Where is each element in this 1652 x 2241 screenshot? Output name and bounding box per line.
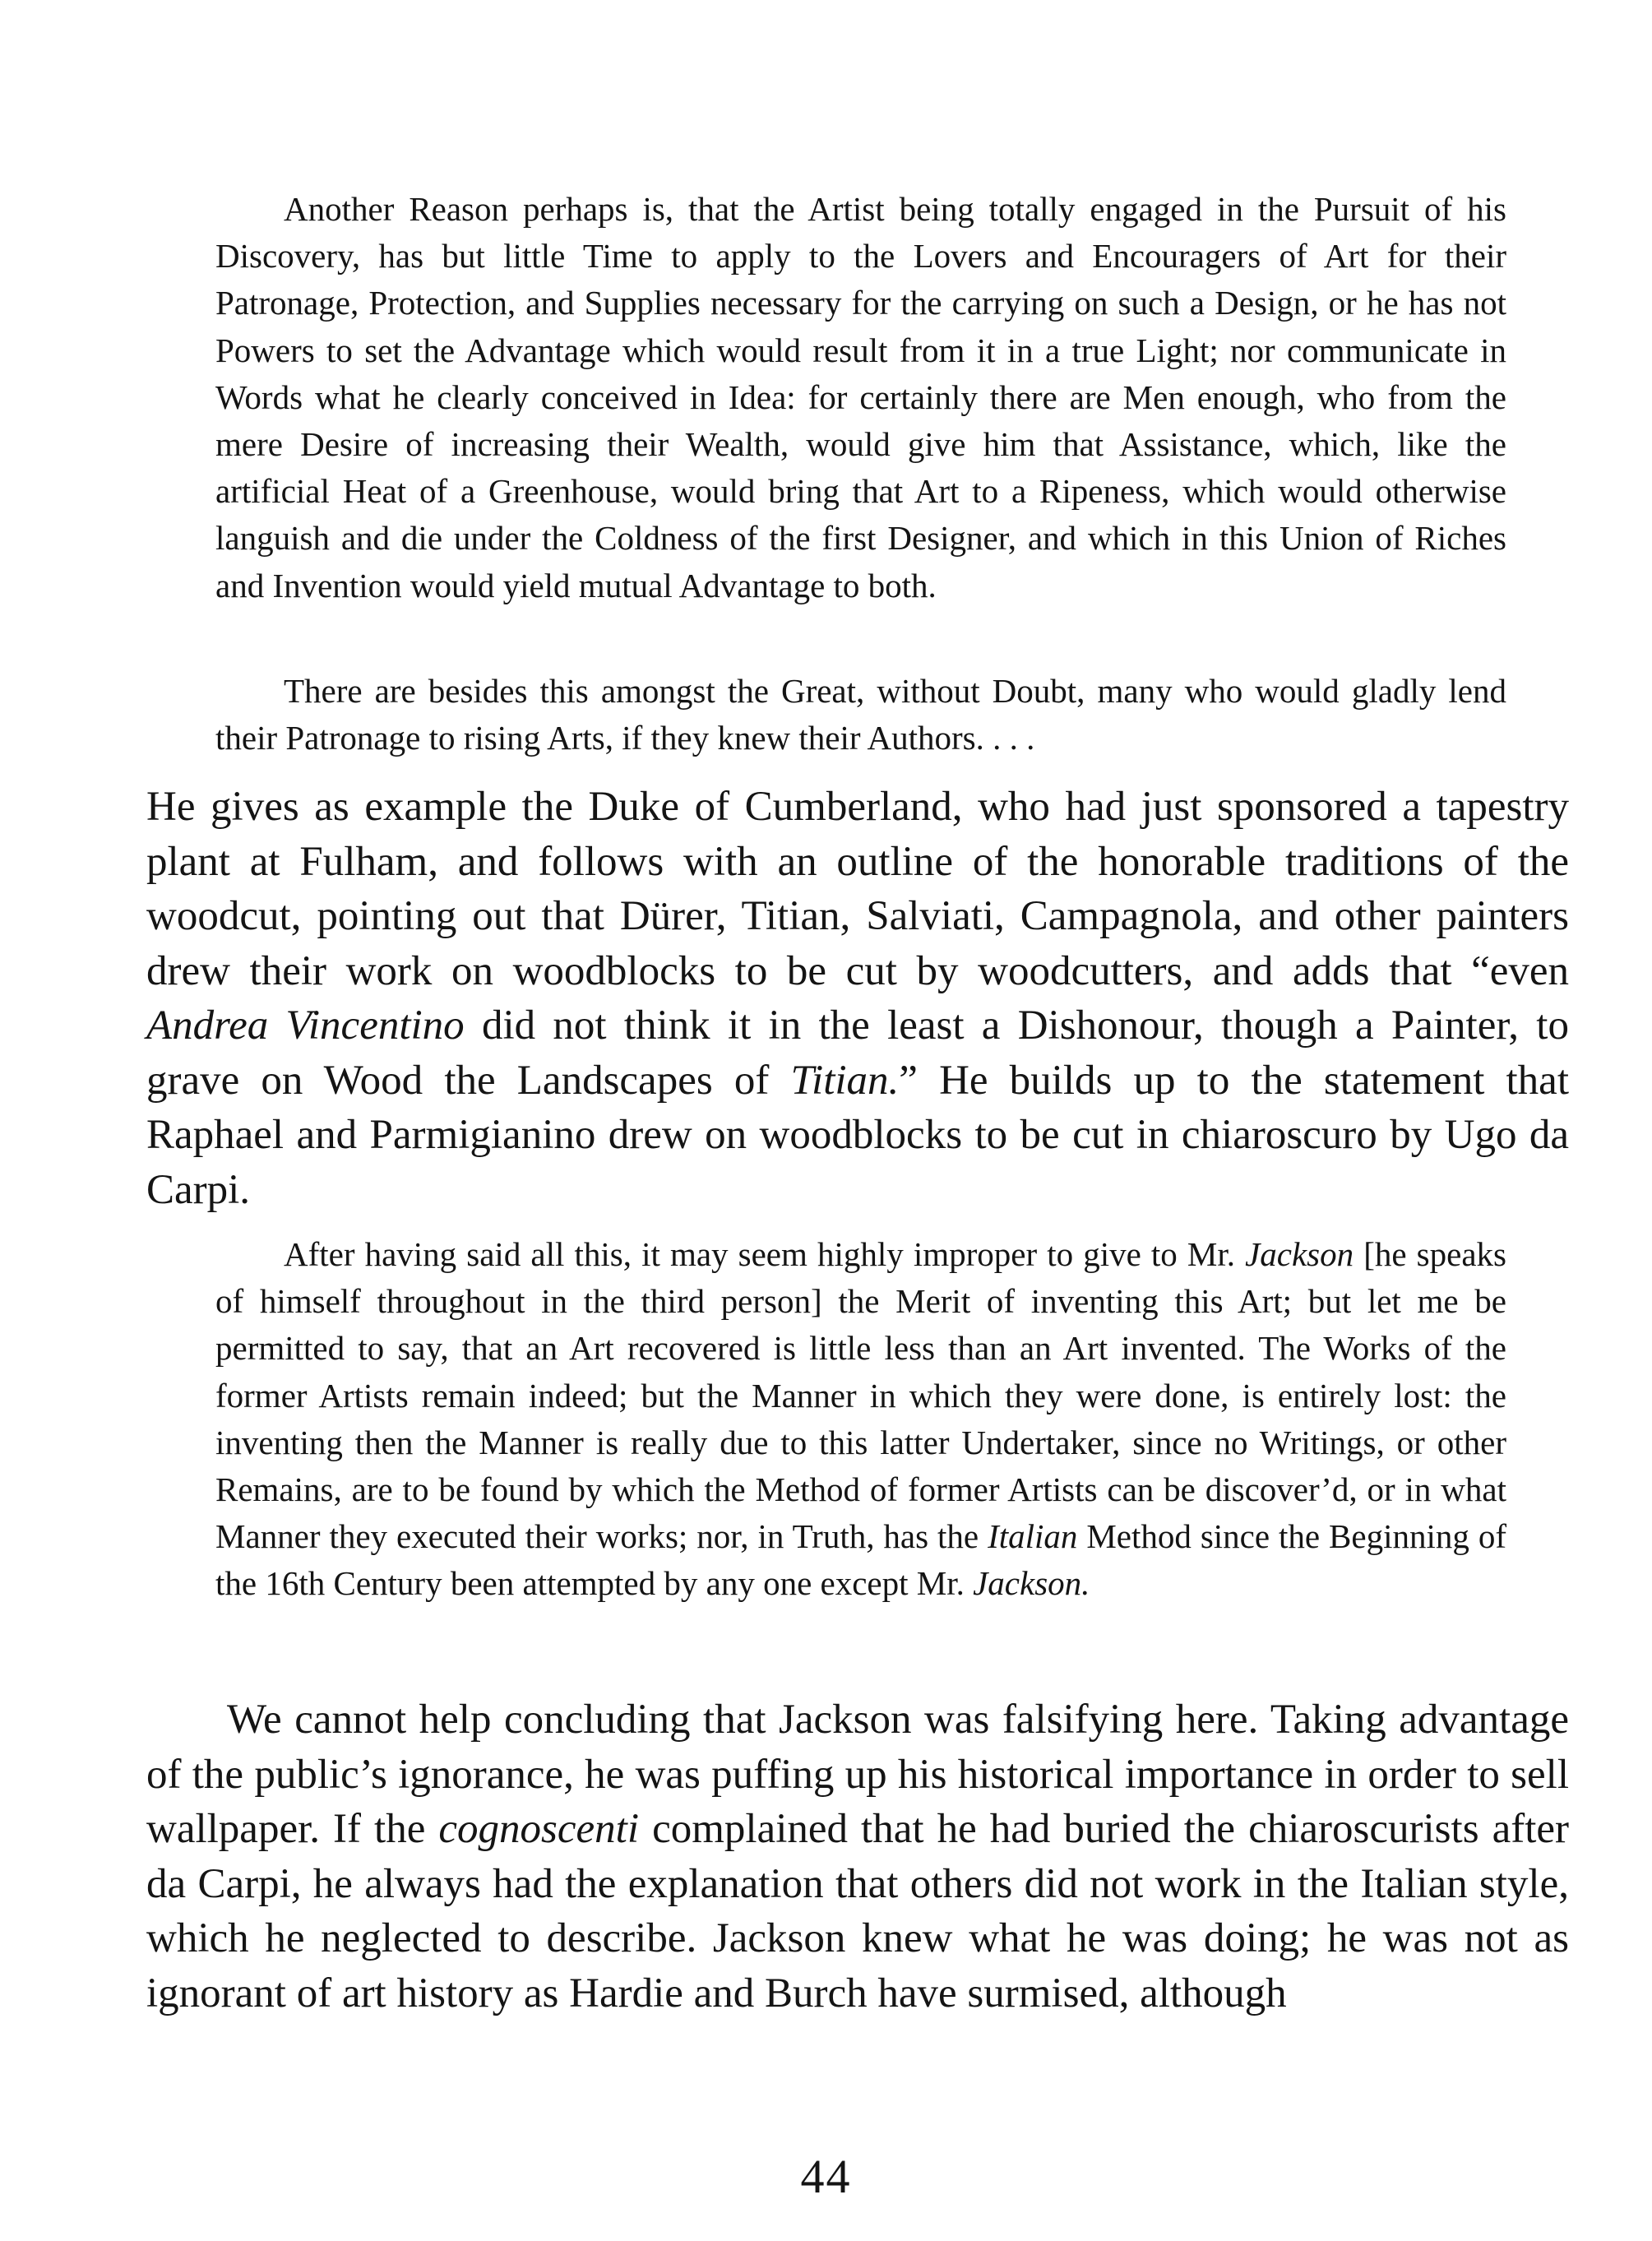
body-paragraph-2-text-b: complained that he had buried the chiaroscurists after da Carpi, he always had the explanation that others did not work in the Italian style, which he neglected to describe. Jackson knew what he was doing; he was not as ignorant of art history as Hardie and Burch have surmised, although [146, 1806, 1569, 2016]
italic-titian: Titian. [790, 1057, 900, 1104]
body-paragraph-1-text-a: He gives as example the Duke of Cumberland, who had just sponsored a tapestry plant at Fulham, and follows with an outline of the honorable traditions of the woodcut, pointing out that Dürer, Titian, Salviati, Campagnola, and other painters drew their work on woodblocks to be cut by woodcutters, and adds that “even [146, 784, 1569, 994]
quote-paragraph-3-text-b: [he speaks of himself throughout in the third person] the Merit of inventing this Art; but let me be permitted to say, that an Art recovered is little less than an Art invented. The Works of the former Artists remain indeed; but the Manner in which they were done, is entirely lost: the inventing then the Manner is really due to this latter Undertaker, since no Writings, or other Remains, are to be found by which the Method of former Artists can be discover’d, or in what Manner they executed their works; nor, in Truth, has the [215, 1235, 1506, 1556]
quote-paragraph-3-text-a: After having said all this, it may seem highly improper to give to Mr. [284, 1235, 1246, 1273]
body-paragraph-2 [146, 1692, 1569, 2021]
body-paragraph-1-text-c: ” He builds up to the statement that Raphael and Parmigianino drew on woodblocks to be cut in chiaroscuro by Ugo da Carpi. [146, 1057, 1569, 1213]
body-paragraph-1-text-b: did not think it in the least a Dishonour, though a Painter, to grave on Wood the Landscapes of [146, 1002, 1569, 1104]
quote-paragraph-1-text: Another Reason perhaps is, that the Artist being totally engaged in the Pursuit of his Discovery, has but little Time to apply to the Lovers and Encouragers of Art for their Patronage, Protection, and Supplies necessary for the carrying on such a Design, or he has not Powers to set the Advantage which would result from it in a true Light; nor communicate in Words what he clearly conceived in Idea: for certainly there are Men enough, who from the mere Desire of increasing their Wealth, would give him that Assistance, which, like the artificial Heat of a Greenhouse, would bring that Art to a Ripeness, which would otherwise languish and die under the Coldness of the first Designer, and which in this Union of Riches and Invention would yield mutual Advantage to both. [215, 190, 1506, 604]
body-paragraph-1 [146, 780, 1569, 1217]
italic-cognoscenti: cognoscenti [438, 1806, 640, 1852]
italic-andrea-vincentino: Andrea Vincentino [146, 1002, 465, 1049]
italic-italian: Italian [988, 1517, 1078, 1556]
body-paragraph-2-text-a: We cannot help concluding that Jackson was falsifying here. Taking advantage of the public’s ignorance, he was puffing up his historical importance in order to sell wallpaper. If the [146, 1697, 1569, 1852]
quote-paragraph-1 [215, 186, 1506, 609]
quote-paragraph-2-text: There are besides this amongst the Great, without Doubt, many who would gladly lend their Patronage to rising Arts, if they knew their Authors. . . . [215, 672, 1506, 757]
quote-paragraph-3-text-c: Method since the Beginning of the 16th Century been attempted by any one except Mr. [215, 1517, 1506, 1603]
italic-jackson: Jackson [1245, 1235, 1354, 1273]
italic-jackson-end: Jackson. [973, 1564, 1090, 1603]
quote-paragraph-3 [215, 1231, 1506, 1608]
quote-paragraph-2 [215, 668, 1506, 762]
page-number: 44 [800, 2150, 852, 2203]
